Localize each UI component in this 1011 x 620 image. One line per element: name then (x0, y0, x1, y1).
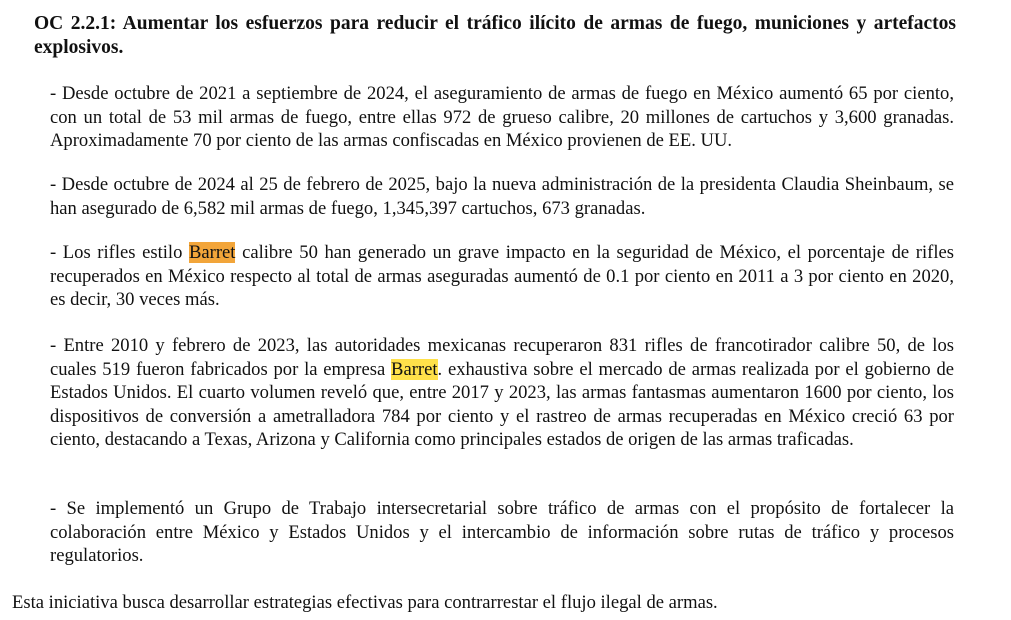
bullet-paragraph-1: - Desde octubre de 2021 a septiembre de 2024, el aseguramiento de armas de fuego en México aumentó 65 por ciento, con un total de 53 mil armas de fuego, entre ellas 972 de grueso calibre, 20 millones de cartuchos y 3,600 granadas. Aproximadamente 70 por ciento de las armas confiscadas en México provienen de EE. UU. (50, 83, 954, 151)
paragraph-text: - Entre 2010 y febrero de 2023, las autoridades mexicanas recuperaron 831 rifles de francotirador calibre 50, de los cuales 519 fueron fabricados por la empresa (50, 335, 954, 380)
bullet-paragraph-2: - Desde octubre de 2024 al 25 de febrero de 2025, bajo la nueva administración de la presidenta Claudia Sheinbaum, se han asegurado de 6,582 mil armas de fuego, 1,345,397 cartuchos, 673 granadas. (50, 174, 954, 219)
bullet-paragraph-3 (50, 241, 954, 312)
paragraph-text: calibre 50 han generado un grave impacto en la seguridad de México, el porcentaje de rifles recuperados en México respecto al total de armas aseguradas aumentó de 0.1 por ciento en 2011 a 3 por ciento en 2020, es decir, 30 veces más. (50, 242, 954, 310)
highlighted-term: Barret (391, 358, 438, 380)
highlighted-term: Barret (189, 242, 236, 263)
bullet-paragraph-4 (50, 334, 954, 452)
paragraph-text: . exhaustiva sobre el mercado de armas realizada por el gobierno de Estados Unidos. El cuarto volumen reveló que, entre 2017 y 2023, las armas fantasmas aumentaron 1600 por ciento, los dispositivos de conversión a ametralladora 784 por ciento y el rastreo de armas recuperadas en México creció 63 por ciento, destacando a Texas, Arizona y California como principales estados de origen de las armas traficadas. (50, 358, 955, 450)
section-heading: OC 2.2.1: Aumentar los esfuerzos para reducir el tráfico ilícito de armas de fuego, municiones y artefactos explosivos. (34, 13, 956, 58)
bullet-paragraph-5: - Se implementó un Grupo de Trabajo intersecretarial sobre tráfico de armas con el propósito de fortalecer la colaboración entre México y Estados Unidos y el intercambio de información sobre rutas de tráfico y procesos regulatorios. (50, 498, 954, 566)
paragraph-text: - Los rifles estilo (50, 242, 190, 263)
closing-statement: Esta iniciativa busca desarrollar estrategias efectivas para contrarrestar el flujo ilegal de armas. (12, 592, 718, 613)
